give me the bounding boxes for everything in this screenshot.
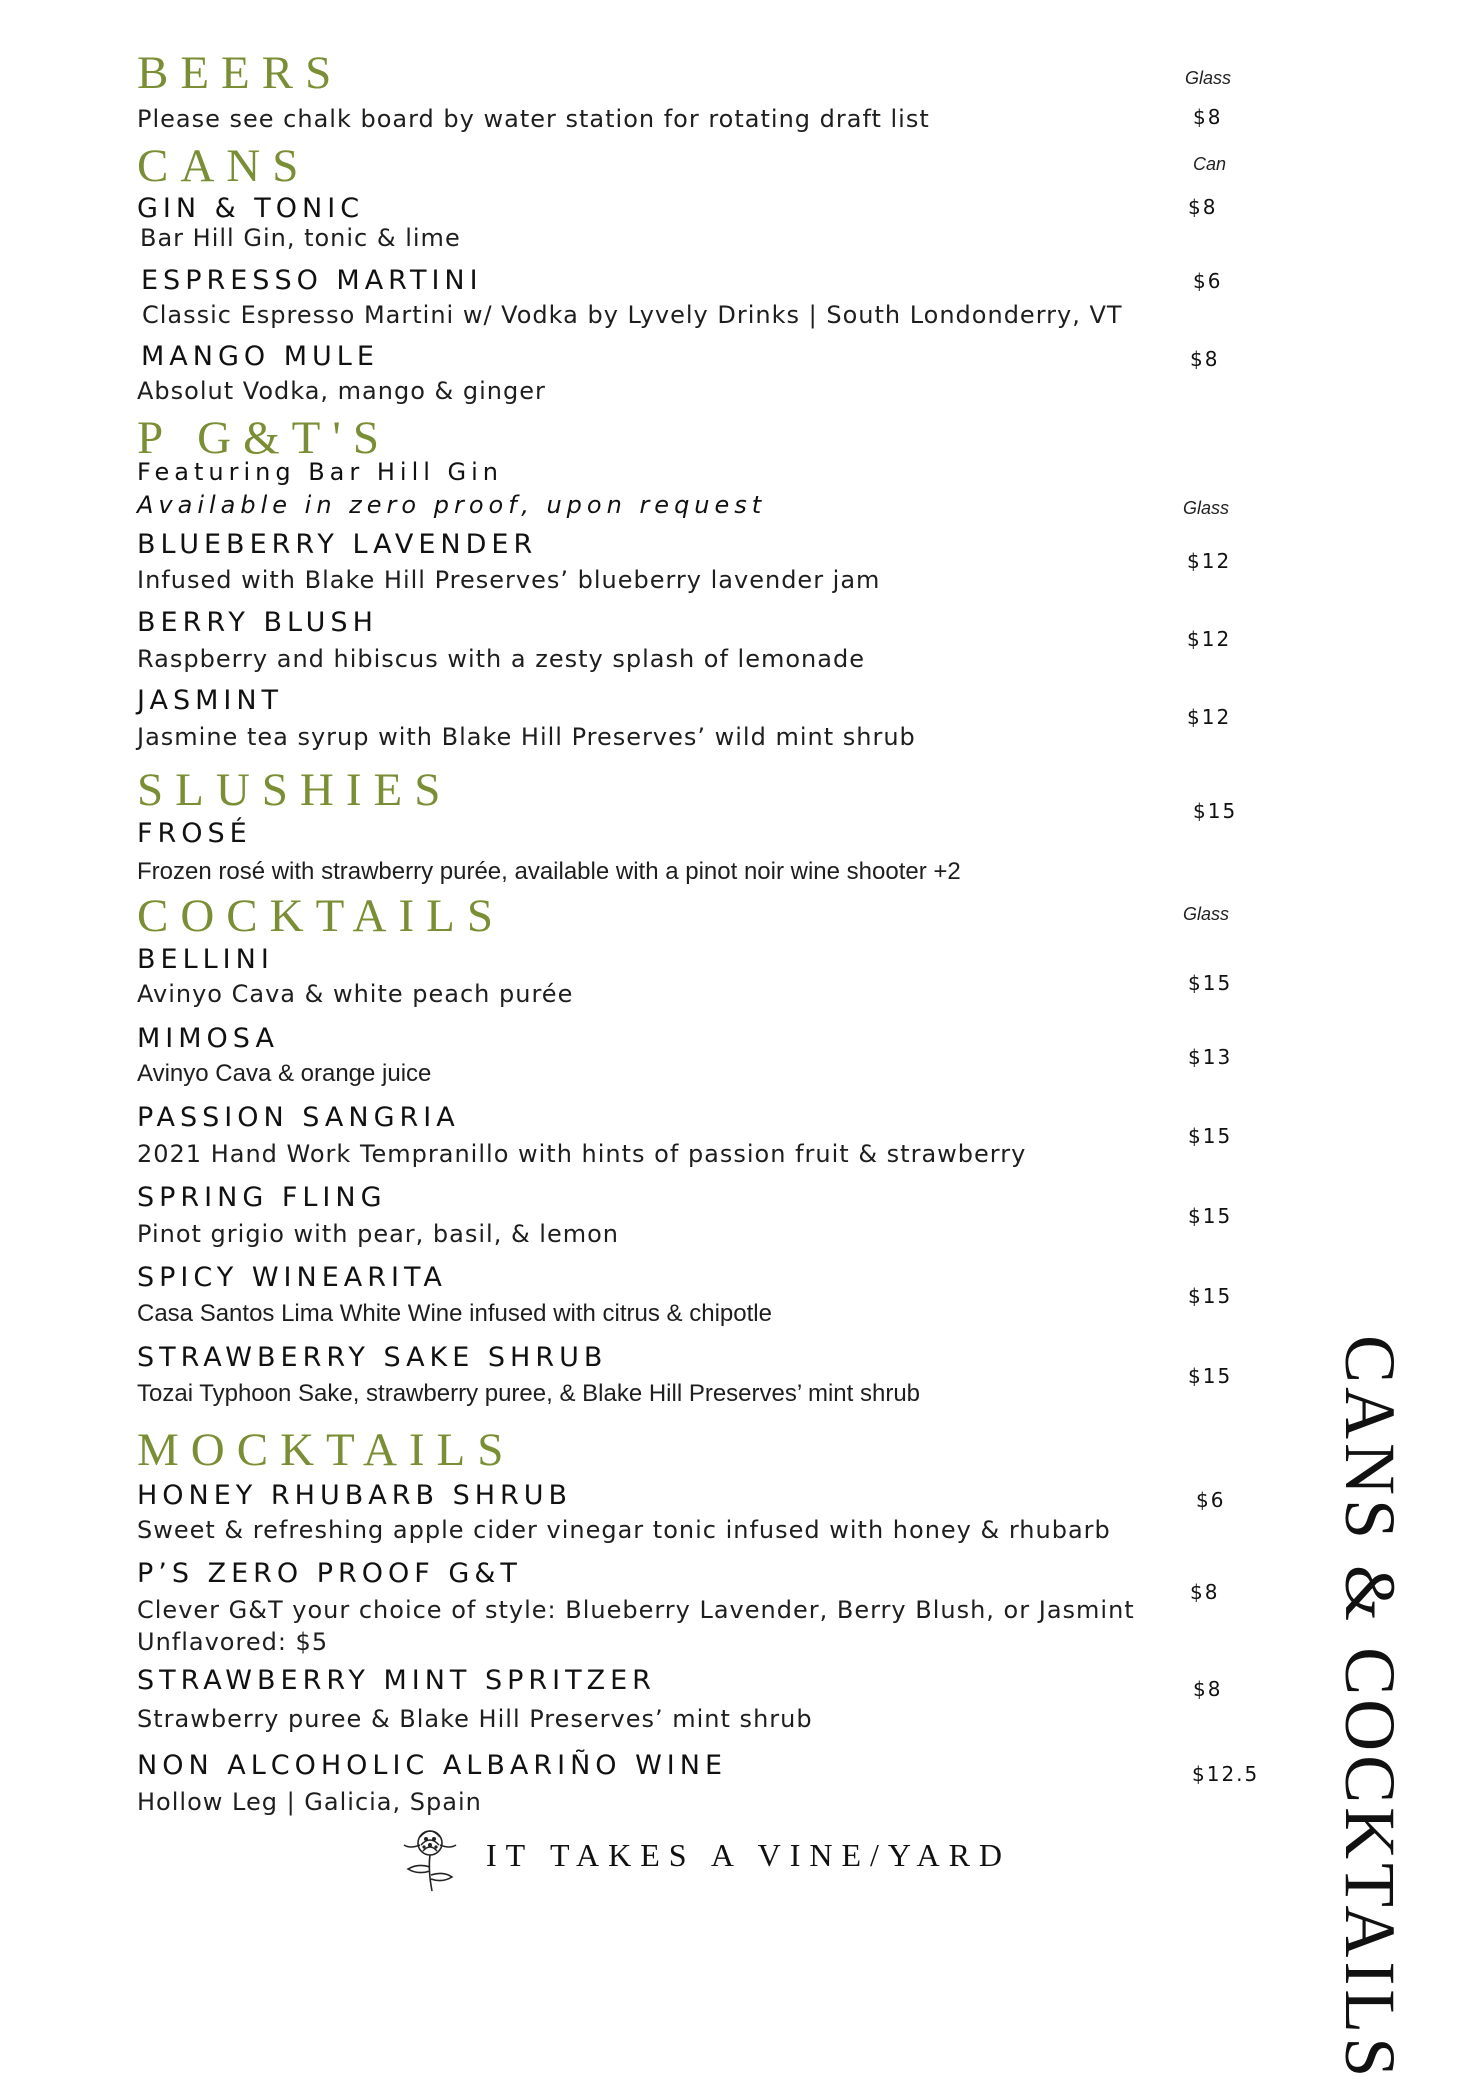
menu-item-desc: Infused with Blake Hill Preserves’ blueberry lavender jam [137,566,881,594]
section-heading-slushies: SLUSHIES [137,764,453,816]
side-title: CANS & COCKTAILS [1330,1335,1410,2081]
section-heading-cocktails: COCKTAILS [137,890,505,942]
menu-item-name: STRAWBERRY MINT SPRITZER [137,1665,656,1696]
pgts-available-note: Available in zero proof, upon request [137,491,767,519]
menu-item-price: $8 [1193,1677,1223,1701]
menu-item-desc: Clever G&T your choice of style: Blueberry Lavender, Berry Blush, or Jasmint [137,1596,1135,1624]
menu-item-desc: Bar Hill Gin, tonic & lime [140,224,461,252]
menu-item-name: HONEY RHUBARB SHRUB [137,1480,573,1511]
menu-item-price: $12 [1187,627,1232,651]
menu-item-desc: Hollow Leg | Galicia, Spain [137,1788,482,1816]
menu-item-desc: Pinot grigio with pear, basil, & lemon [137,1220,619,1248]
menu-item-name: JASMINT [137,685,284,716]
cocktails-unit-label: Glass [1183,904,1230,924]
menu-item-desc: Absolut Vodka, mango & ginger [137,377,546,405]
menu-item-desc-extra: Unflavored: $5 [137,1628,329,1656]
menu-item-name: BERRY BLUSH [137,607,378,638]
menu-item-price: $6 [1193,269,1223,293]
menu-item-price: $12.5 [1192,1762,1260,1786]
menu-item-desc: Avinyo Cava & orange juice [137,1060,432,1087]
menu-item-name: BLUEBERRY LAVENDER [137,529,538,560]
menu-item-name: SPICY WINEARITA [137,1262,447,1293]
section-heading-cans: CANS [137,140,311,192]
menu-item-name: ESPRESSO MARTINI [141,265,483,296]
menu-item-desc: Tozai Typhoon Sake, strawberry puree, & Blake Hill Preserves’ mint shrub [137,1380,921,1407]
menu-item-desc: Casa Santos Lima White Wine infused with citrus & chipotle [137,1300,772,1327]
section-heading-mocktails: MOCKTAILS [137,1424,516,1476]
menu-item-price: $8 [1190,1580,1220,1604]
menu-item-name: BELLINI [137,944,274,975]
menu-item-name: MANGO MULE [141,341,379,372]
menu-item-price: $15 [1188,1284,1233,1308]
menu-item-desc: Avinyo Cava & white peach purée [137,980,574,1008]
menu-item-name: GIN & TONIC [137,193,365,224]
menu-item-name: MIMOSA [137,1023,279,1054]
menu-item-price: $8 [1188,195,1218,219]
pgts-featuring: Featuring Bar Hill Gin [137,458,504,486]
menu-item-desc: Strawberry puree & Blake Hill Preserves’ mint shrub [137,1705,813,1733]
menu-item-price: $15 [1188,1204,1233,1228]
cans-unit-label: Can [1193,154,1227,174]
clover-flower-icon [390,1815,470,1895]
menu-item-price: $15 [1188,971,1233,995]
menu-item-price: $12 [1187,705,1232,729]
beers-unit-label: Glass [1185,68,1232,88]
menu-item-name: FROSÉ [137,818,252,849]
menu-item-price: $8 [1190,347,1220,371]
menu-item-name: SPRING FLING [137,1182,387,1213]
menu-item-price: $15 [1188,1124,1233,1148]
menu-item-desc: Classic Espresso Martini w/ Vodka by Lyvely Drinks | South Londonderry, VT [142,301,1123,329]
menu-item-price: $6 [1196,1488,1226,1512]
section-heading-pgts: P G&T'S [137,412,391,464]
menu-item-price: $15 [1188,1364,1233,1388]
menu-item-price: $12 [1187,549,1232,573]
menu-item-name: PASSION SANGRIA [137,1102,460,1133]
pgts-unit-label: Glass [1183,498,1230,518]
section-heading-beers: BEERS [137,47,344,99]
beers-price: $8 [1193,105,1223,129]
menu-item-price: $13 [1188,1045,1233,1069]
beers-note: Please see chalk board by water station for rotating draft list [137,105,930,133]
footer-tagline: IT TAKES A VINE/YARD [486,1837,1012,1873]
menu-item-desc: Sweet & refreshing apple cider vinegar tonic infused with honey & rhubarb [137,1516,1111,1544]
menu-item-desc: Frozen rosé with strawberry purée, available with a pinot noir wine shooter +2 [137,858,961,885]
menu-item-price: $15 [1193,799,1238,823]
menu-item-name: STRAWBERRY SAKE SHRUB [137,1342,608,1373]
menu-item-name: P’S ZERO PROOF G&T [137,1558,522,1589]
menu-item-desc: Jasmine tea syrup with Blake Hill Preserves’ wild mint shrub [137,723,916,751]
menu-item-desc: Raspberry and hibiscus with a zesty splash of lemonade [137,645,865,673]
menu-item-name: NON ALCOHOLIC ALBARIÑO WINE [137,1750,728,1781]
menu-item-desc: 2021 Hand Work Tempranillo with hints of passion fruit & strawberry [137,1140,1027,1168]
